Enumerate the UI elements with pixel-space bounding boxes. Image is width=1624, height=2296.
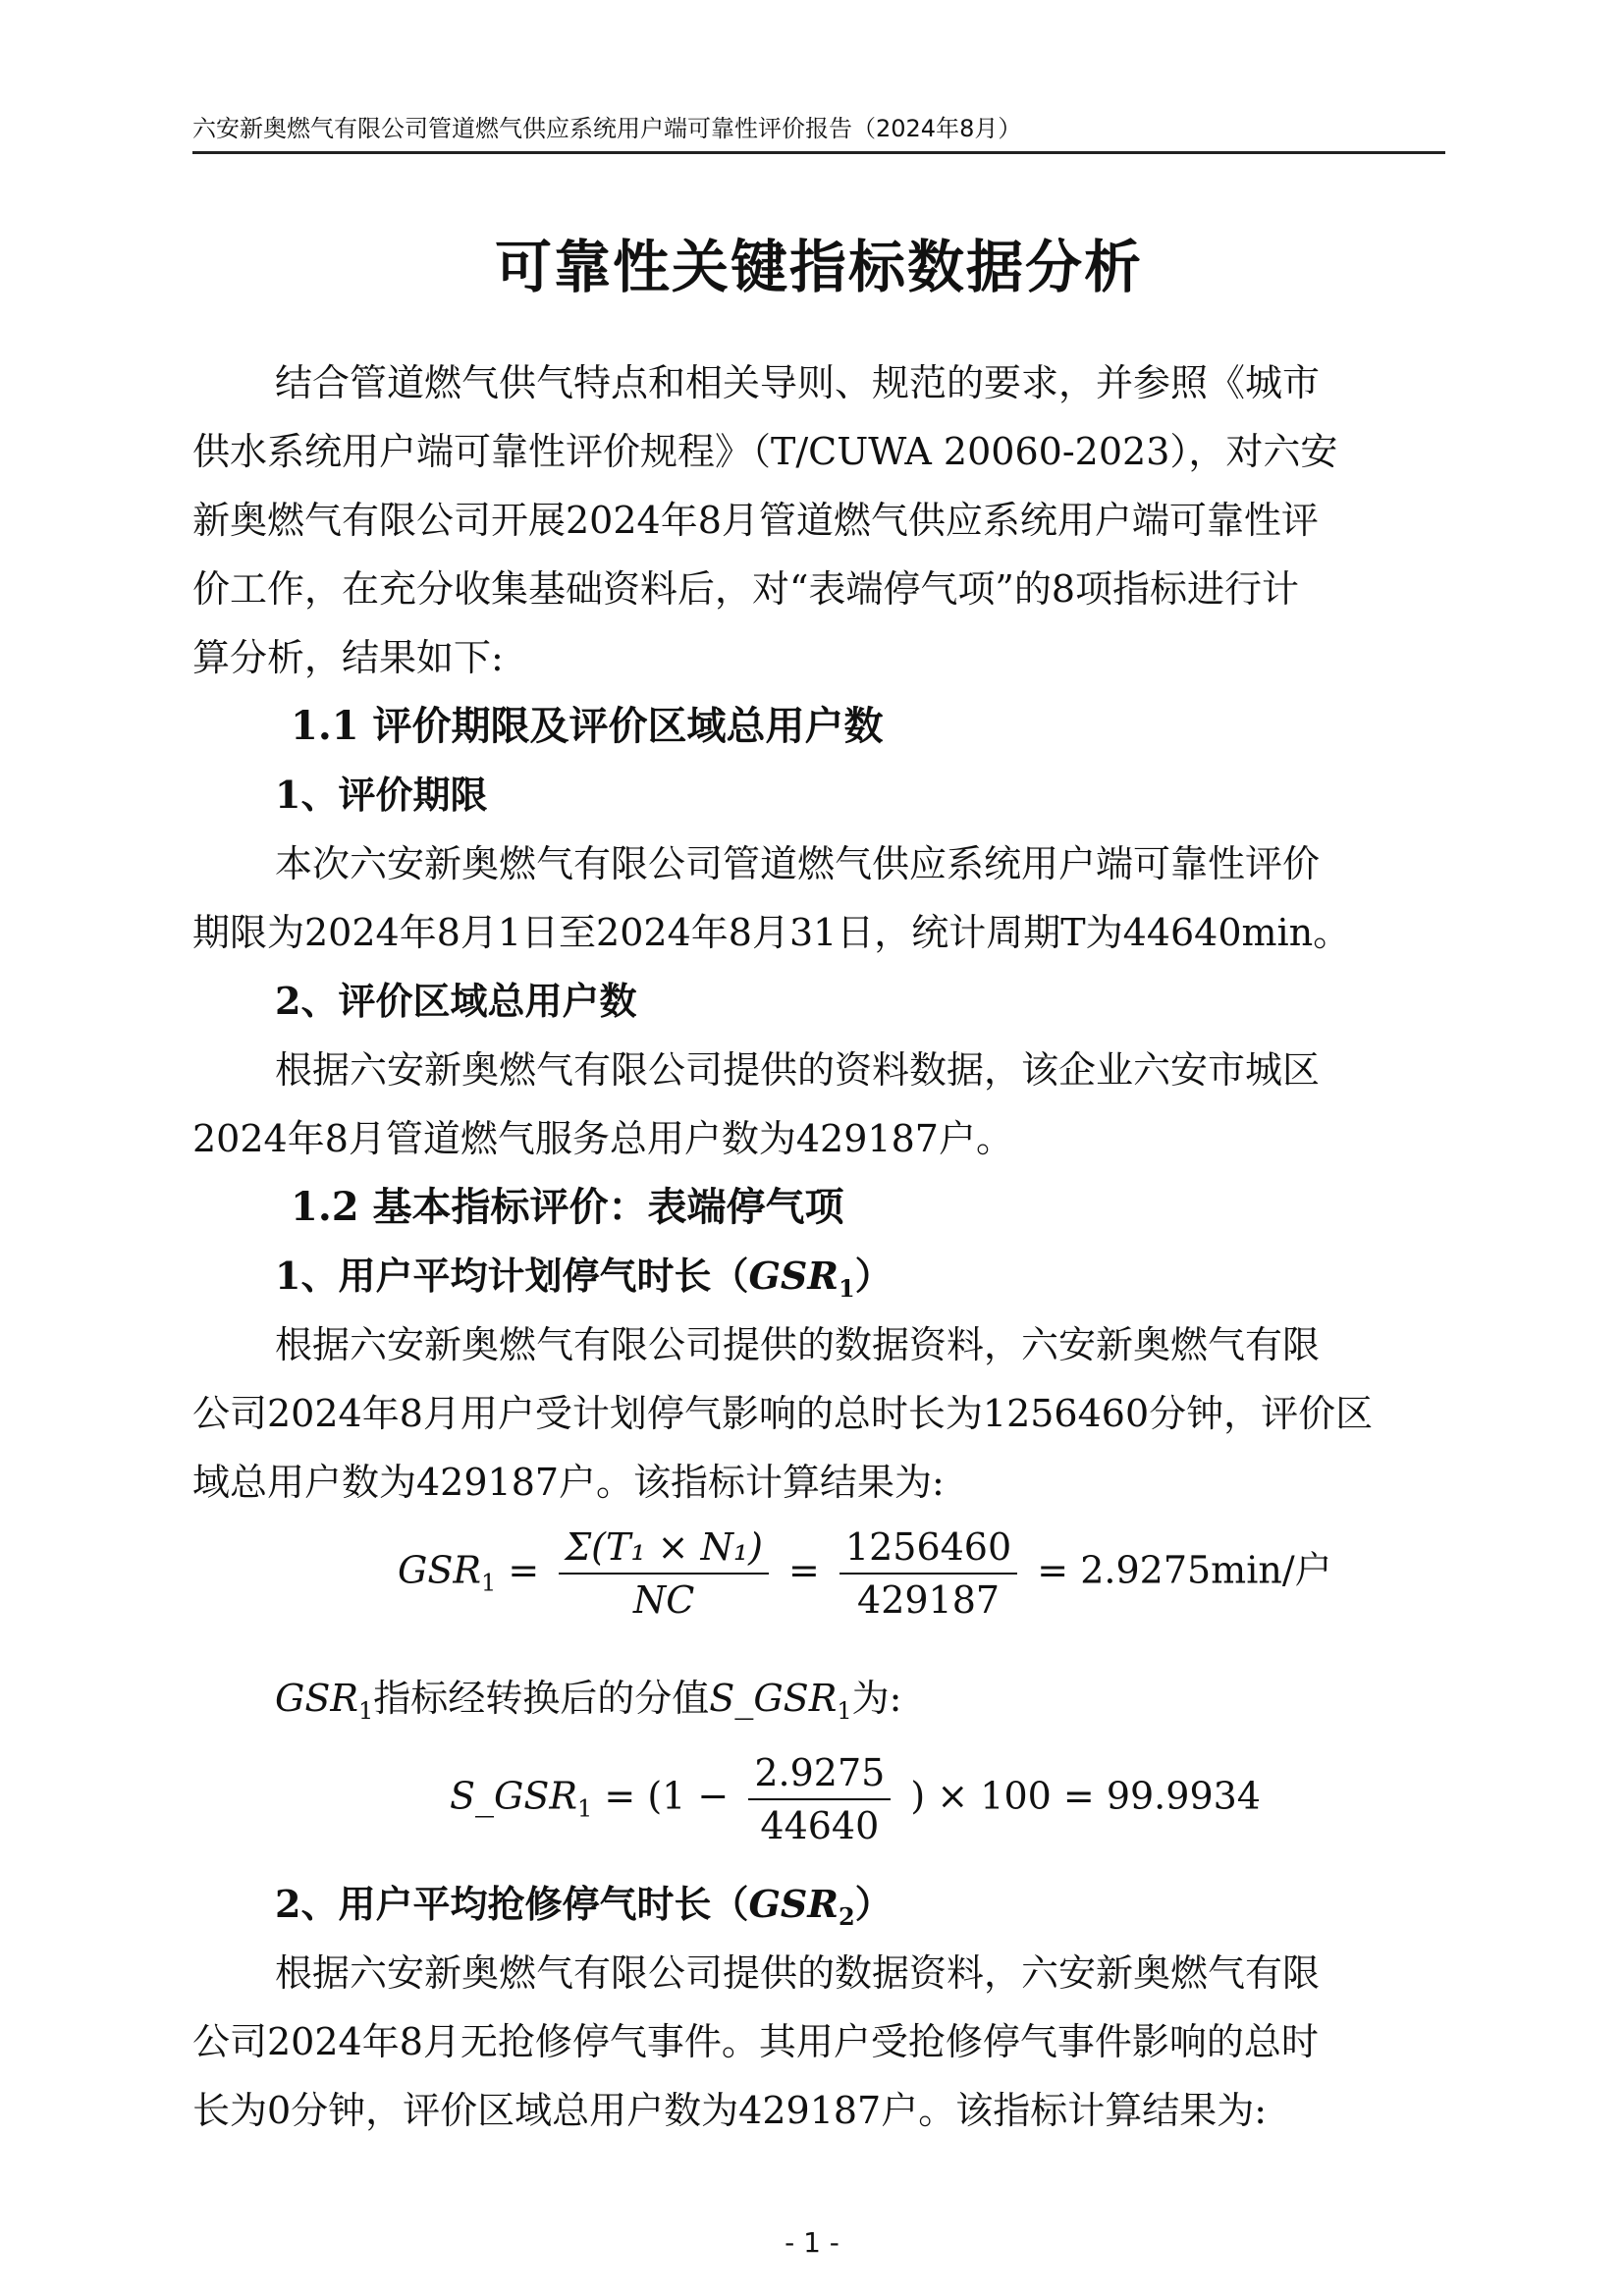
gsr1-heading-symbol: GSR — [748, 1254, 839, 1298]
page-number: - 1 - — [785, 2226, 839, 2259]
gsr1-formula-equals-3: = — [1037, 1548, 1069, 1592]
gsr2-line-2: 公司2024年8月无抢修停气事件。其用户受抢修停气事件影响的总时 — [192, 2020, 1319, 2063]
gsr1-score-formula — [450, 1747, 1261, 1851]
gsr1-score-formula-numerator: 2.9275 — [748, 1747, 891, 1800]
gsr1-formula-symbol: GSR — [398, 1548, 481, 1592]
gsr1-formula-equals-1: = — [508, 1548, 540, 1592]
gsr2-line-1: 根据六安新奥燃气有限公司提供的数据资料，六安新奥燃气有限 — [275, 1951, 1321, 1995]
gsr1-formula-value-denominator: 429187 — [857, 1578, 1001, 1622]
gsr1-formula-symbolic-denominator: NC — [632, 1578, 695, 1622]
gsr1-score-formula-equals-1: = — [604, 1774, 636, 1818]
evaluation-period-line-1: 本次六安新奥燃气有限公司管道燃气供应系统用户端可靠性评价 — [275, 842, 1321, 885]
gsr1-score-intro-subscript: 1 — [358, 1697, 374, 1725]
page-title: 可靠性关键指标数据分析 — [494, 234, 1143, 300]
gsr1-formula — [398, 1522, 1332, 1626]
intro-line-4: 价工作，在充分收集基础资料后，对“表端停气项”的8项指标进行计 — [192, 567, 1300, 611]
gsr1-heading-subscript: 1 — [838, 1274, 855, 1303]
gsr1-score-formula-result: 99.9934 — [1106, 1774, 1261, 1818]
gsr1-line-3: 域总用户数为429187户。该指标计算结果为: — [192, 1461, 945, 1504]
gsr1-score-intro-symbol-2: S_GSR — [709, 1677, 838, 1720]
gsr1-score-formula-equals-2: = — [1062, 1774, 1095, 1818]
total-users-line-1: 根据六安新奥燃气有限公司提供的资料数据，该企业六安市城区 — [275, 1048, 1321, 1092]
gsr1-formula-result: 2.9275min/户 — [1080, 1548, 1332, 1592]
item-heading-gsr2 — [275, 1875, 893, 1947]
gsr1-line-2: 公司2024年8月用户受计划停气影响的总时长为1256460分钟，评价区 — [192, 1392, 1374, 1435]
intro-line-1: 结合管道燃气供气特点和相关导则、规范的要求，并参照《城市 — [275, 361, 1321, 404]
gsr1-formula-subscript: 1 — [481, 1569, 497, 1597]
item-heading-gsr1 — [275, 1247, 893, 1318]
gsr1-score-formula-times: × 100 — [937, 1774, 1052, 1818]
gsr1-formula-equals-2: = — [787, 1548, 820, 1592]
gsr2-heading-end: ） — [854, 1882, 893, 1926]
intro-line-2: 供水系统用户端可靠性评价规程》（T/CUWA 20060-2023），对六安 — [192, 430, 1338, 473]
gsr1-score-intro-subscript-2: 1 — [837, 1697, 852, 1725]
gsr1-score-formula-fraction — [748, 1747, 891, 1851]
gsr1-score-intro-symbol: GSR — [275, 1677, 358, 1720]
section-heading-1-2: 1.2 基本指标评价：表端停气项 — [291, 1184, 844, 1230]
gsr1-score-formula-denominator: 44640 — [760, 1804, 880, 1847]
gsr2-heading-text: 2、用户平均抢修停气时长（ — [275, 1882, 749, 1926]
evaluation-period-line-2: 期限为2024年8月1日至2024年8月31日，统计周期T为44640min。 — [192, 911, 1351, 954]
intro-line-3: 新奥燃气有限公司开展2024年8月管道燃气供应系统用户端可靠性评 — [192, 499, 1319, 542]
gsr1-heading-text: 1、用户平均计划停气时长（ — [275, 1254, 749, 1298]
gsr1-score-formula-close: ) — [910, 1774, 926, 1818]
gsr1-score-intro-end: 为: — [851, 1677, 902, 1720]
gsr1-score-intro — [275, 1669, 1453, 1740]
section-heading-1-1: 1.1 评价期限及评价区域总用户数 — [291, 703, 884, 749]
page-header: 六安新奥燃气有限公司管道燃气供应系统用户端可靠性评价报告（2024年8月） — [192, 110, 1445, 154]
intro-line-5: 算分析，结果如下: — [192, 636, 504, 679]
gsr1-score-formula-subscript: 1 — [577, 1794, 593, 1823]
gsr1-score-formula-symbol: S_GSR — [450, 1774, 578, 1818]
gsr1-line-1: 根据六安新奥燃气有限公司提供的数据资料，六安新奥燃气有限 — [275, 1323, 1321, 1366]
gsr1-formula-value-numerator: 1256460 — [839, 1522, 1017, 1575]
gsr2-line-3: 长为0分钟，评价区域总用户数为429187户。该指标计算结果为: — [192, 2089, 1268, 2132]
gsr2-heading-subscript: 2 — [838, 1902, 855, 1931]
total-users-line-2: 2024年8月管道燃气服务总用户数为429187户。 — [192, 1117, 1013, 1160]
gsr1-formula-symbolic-fraction — [559, 1522, 769, 1626]
gsr1-formula-symbolic-numerator: Σ(T₁ × N₁) — [559, 1522, 769, 1575]
item-heading-evaluation-period: 1、评价期限 — [275, 773, 488, 817]
gsr1-heading-end: ） — [854, 1254, 893, 1298]
gsr1-formula-value-fraction — [839, 1522, 1017, 1626]
gsr1-score-intro-text: 指标经转换后的分值 — [373, 1677, 710, 1720]
item-heading-total-users: 2、评价区域总用户数 — [275, 979, 637, 1023]
gsr1-score-formula-open: (1 − — [647, 1774, 730, 1818]
gsr2-heading-symbol: GSR — [748, 1882, 839, 1926]
